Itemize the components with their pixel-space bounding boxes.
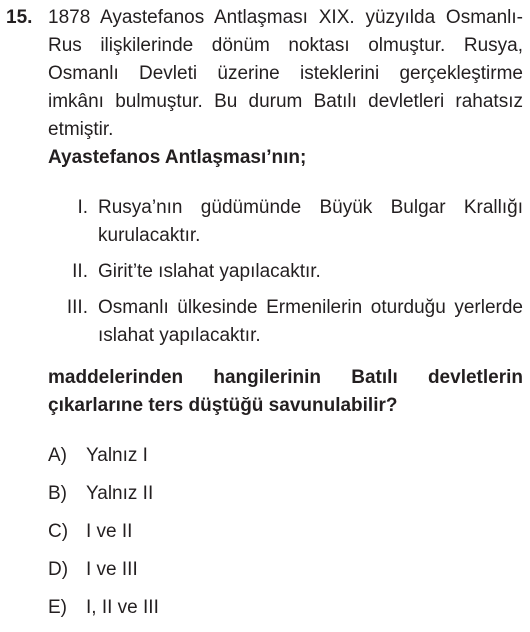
option-letter: B) xyxy=(48,483,67,504)
statement-text: Osmanlı ülkesinde Ermenilerin oturduğu yerlerde ıslahat yapılacaktır. xyxy=(98,297,523,346)
question-intro: 1878 Ayastefanos Antlaşması XIX. yüzyılda Osmanlı-Rus ilişkilerinde dönüm noktası olmuştur. Rusya, Osmanlı Devleti üzerine isteklerini gerçekleştirme imkânı bulmuştur. Bu durum Batılı devletleri rahatsız etmiştir. xyxy=(48,7,523,140)
answer-option-a[interactable] xyxy=(48,442,159,480)
question-number: 15. xyxy=(6,7,33,28)
option-text: I ve II xyxy=(86,521,133,542)
statement-item-1 xyxy=(48,194,523,250)
question-stem: Ayastefanos Antlaşması’nın; xyxy=(48,147,307,168)
statement-item-2 xyxy=(48,258,523,286)
statement-numeral: II. xyxy=(72,261,88,282)
option-text: Yalnız I xyxy=(86,445,148,466)
answer-option-d[interactable] xyxy=(48,556,159,594)
statement-text: Rusya’nın güdümünde Büyük Bulgar Krallığı kurulacaktır. xyxy=(98,197,523,246)
option-letter: E) xyxy=(48,597,67,618)
option-text: Yalnız II xyxy=(86,483,154,504)
statement-text: Girit’te ıslahat yapılacaktır. xyxy=(98,261,321,282)
option-letter: C) xyxy=(48,521,69,542)
answer-option-c[interactable] xyxy=(48,518,159,556)
option-text: I ve III xyxy=(86,559,138,580)
answer-options xyxy=(48,442,159,632)
answer-option-e[interactable] xyxy=(48,594,159,632)
statement-numeral: I. xyxy=(77,197,88,218)
statement-item-3 xyxy=(48,294,523,350)
answer-option-b[interactable] xyxy=(48,480,159,518)
statement-numeral: III. xyxy=(66,297,88,318)
option-letter: A) xyxy=(48,445,67,466)
question-prompt: maddelerinden hangilerinin Batılı devletlerin çıkarlarıne ters düştüğü savunulabilir? xyxy=(48,367,523,416)
statement-list xyxy=(48,194,523,358)
option-text: I, II ve III xyxy=(86,597,159,618)
option-letter: D) xyxy=(48,559,69,580)
